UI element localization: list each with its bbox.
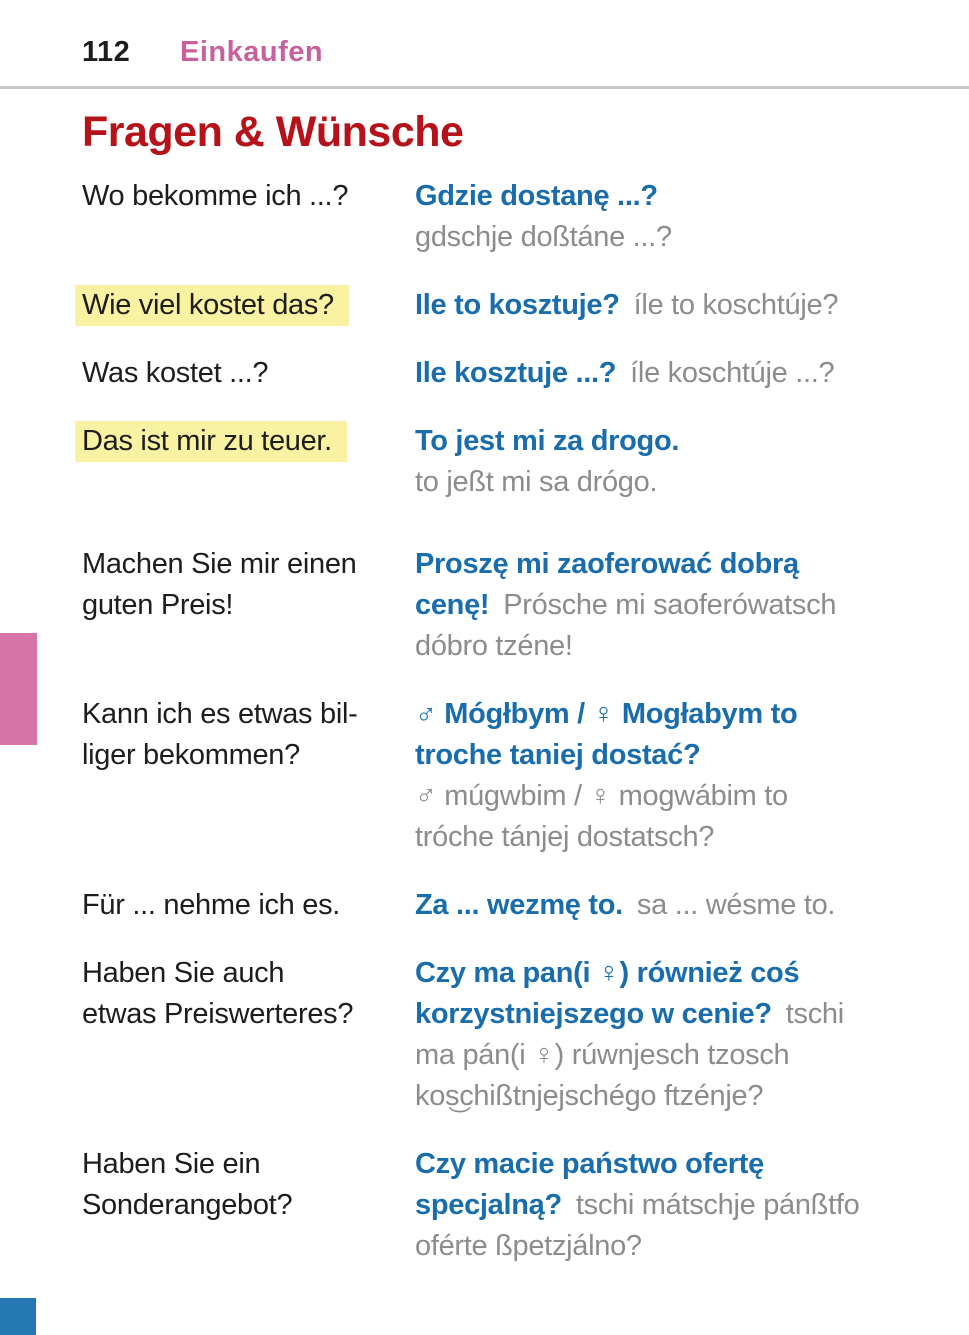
phonetic-transcription: tschi [785, 998, 844, 1030]
polish-phrase: specjalną? [415, 1189, 562, 1221]
highlighted-german-text: Das ist mir zu teuer. [75, 421, 347, 462]
german-phrase [82, 1144, 415, 1267]
polish-phrase: Czy macie państwo ofertę [415, 1148, 764, 1180]
translation-line [415, 817, 949, 858]
polish-phrase: To jest mi za drogo. [415, 425, 680, 457]
translation-line [415, 176, 949, 217]
phonetic-transcription: to jeßt mi sa drógo. [415, 466, 658, 498]
german-phrase [82, 353, 415, 394]
german-line: Kann ich es etwas bil- [82, 698, 358, 730]
translation-block [415, 285, 949, 326]
polish-phrase: cenę! [415, 589, 490, 621]
german-line: Was kostet ...? [82, 357, 269, 389]
phonetic-transcription: kos͜chißtnjejschégo ftzénje? [415, 1080, 764, 1112]
phrase-row [82, 885, 949, 926]
translation-line [415, 1076, 949, 1117]
page-header [82, 36, 323, 69]
translation-line [415, 885, 949, 926]
polish-phrase: Gdzie dostanę ...? [415, 180, 658, 212]
polish-phrase: Ile kosztuje ...? [415, 357, 617, 389]
german-phrase [82, 544, 415, 667]
translation-line [415, 626, 949, 667]
phonetic-transcription: íle koschtúje ...? [630, 357, 835, 389]
translation-line [415, 1226, 949, 1267]
phonetic-transcription: tróche tánjej dostatsch? [415, 821, 715, 853]
translation-block [415, 953, 949, 1117]
polish-phrase: Proszę mi zaoferować dobrą [415, 548, 799, 580]
german-line: guten Preis! [82, 589, 234, 621]
phonetic-transcription: ♂ múgwbim / ♀ mogwábim to [415, 780, 788, 812]
polish-phrase: korzystniejszego w cenie? [415, 998, 772, 1030]
translation-line [415, 953, 949, 994]
translation-block [415, 353, 949, 394]
polish-phrase: troche taniej dostać? [415, 739, 701, 771]
german-line: Machen Sie mir einen [82, 548, 357, 580]
phrase-row [82, 694, 949, 858]
polish-phrase: ♂ Mógłbym / ♀ Mogłabym to [415, 698, 798, 730]
german-line [82, 421, 415, 462]
phrase-row [82, 285, 949, 326]
german-phrase [82, 285, 415, 326]
translation-line [415, 776, 949, 817]
chapter-title: Einkaufen [180, 36, 324, 68]
phonetic-transcription: gdschje doßtáne ...? [415, 221, 672, 253]
translation-line [415, 285, 949, 326]
german-phrase [82, 885, 415, 926]
translation-line [415, 1185, 949, 1226]
translation-block [415, 544, 949, 667]
german-line: liger bekommen? [82, 739, 300, 771]
translation-block [415, 1144, 949, 1267]
phrase-list [82, 176, 949, 1294]
phonetic-transcription: tschi mátschje pánßtfo [575, 1189, 860, 1221]
phrase-row [82, 421, 949, 503]
polish-phrase: Ile to kosztuje? [415, 289, 620, 321]
translation-line [415, 544, 949, 585]
phrase-row [82, 544, 949, 667]
translation-line [415, 585, 949, 626]
translation-line [415, 1035, 949, 1076]
phonetic-transcription: sa ... wésme to. [636, 889, 836, 921]
header-divider [0, 86, 969, 89]
translation-line [415, 694, 949, 735]
translation-block [415, 176, 949, 258]
german-line: Sonderangebot? [82, 1189, 293, 1221]
highlighted-german-text: Wie viel kostet das? [75, 285, 349, 326]
german-line: etwas Preiswerteres? [82, 998, 354, 1030]
translation-line [415, 421, 949, 462]
translation-line [415, 462, 949, 503]
translation-line [415, 217, 949, 258]
phrase-row [82, 353, 949, 394]
german-line: Wo bekomme ich ...? [82, 180, 349, 212]
german-phrase [82, 176, 415, 258]
german-line [82, 285, 415, 326]
german-line: Für ... nehme ich es. [82, 889, 341, 921]
polish-phrase: Za ... wezmę to. [415, 889, 623, 921]
german-line: Haben Sie auch [82, 957, 285, 989]
section-title: Fragen & Wünsche [82, 108, 464, 156]
german-line: Haben Sie ein [82, 1148, 261, 1180]
phrase-row [82, 176, 949, 258]
translation-block [415, 885, 949, 926]
polish-phrase: Czy ma pan(i ♀) również coś [415, 957, 800, 989]
translation-line [415, 994, 949, 1035]
translation-block [415, 421, 949, 503]
translation-line [415, 735, 949, 776]
phonetic-transcription: íle to koschtúje? [633, 289, 839, 321]
chapter-side-tab [0, 633, 37, 745]
german-phrase [82, 694, 415, 858]
phonetic-transcription: ma pán(i ♀) rúwnjesch tzosch [415, 1039, 790, 1071]
phrase-row [82, 1144, 949, 1267]
german-phrase [82, 421, 415, 503]
translation-line [415, 353, 949, 394]
german-phrase [82, 953, 415, 1117]
page-corner-mark [0, 1298, 36, 1335]
phonetic-transcription: dóbro tzéne! [415, 630, 573, 662]
translation-line [415, 1144, 949, 1185]
translation-block [415, 694, 949, 858]
page-number: 112 [82, 36, 131, 68]
phonetic-transcription: Prósche mi saoferówatsch [503, 589, 837, 621]
phonetic-transcription: oférte ßpetzjálno? [415, 1230, 642, 1262]
phrase-row [82, 953, 949, 1117]
